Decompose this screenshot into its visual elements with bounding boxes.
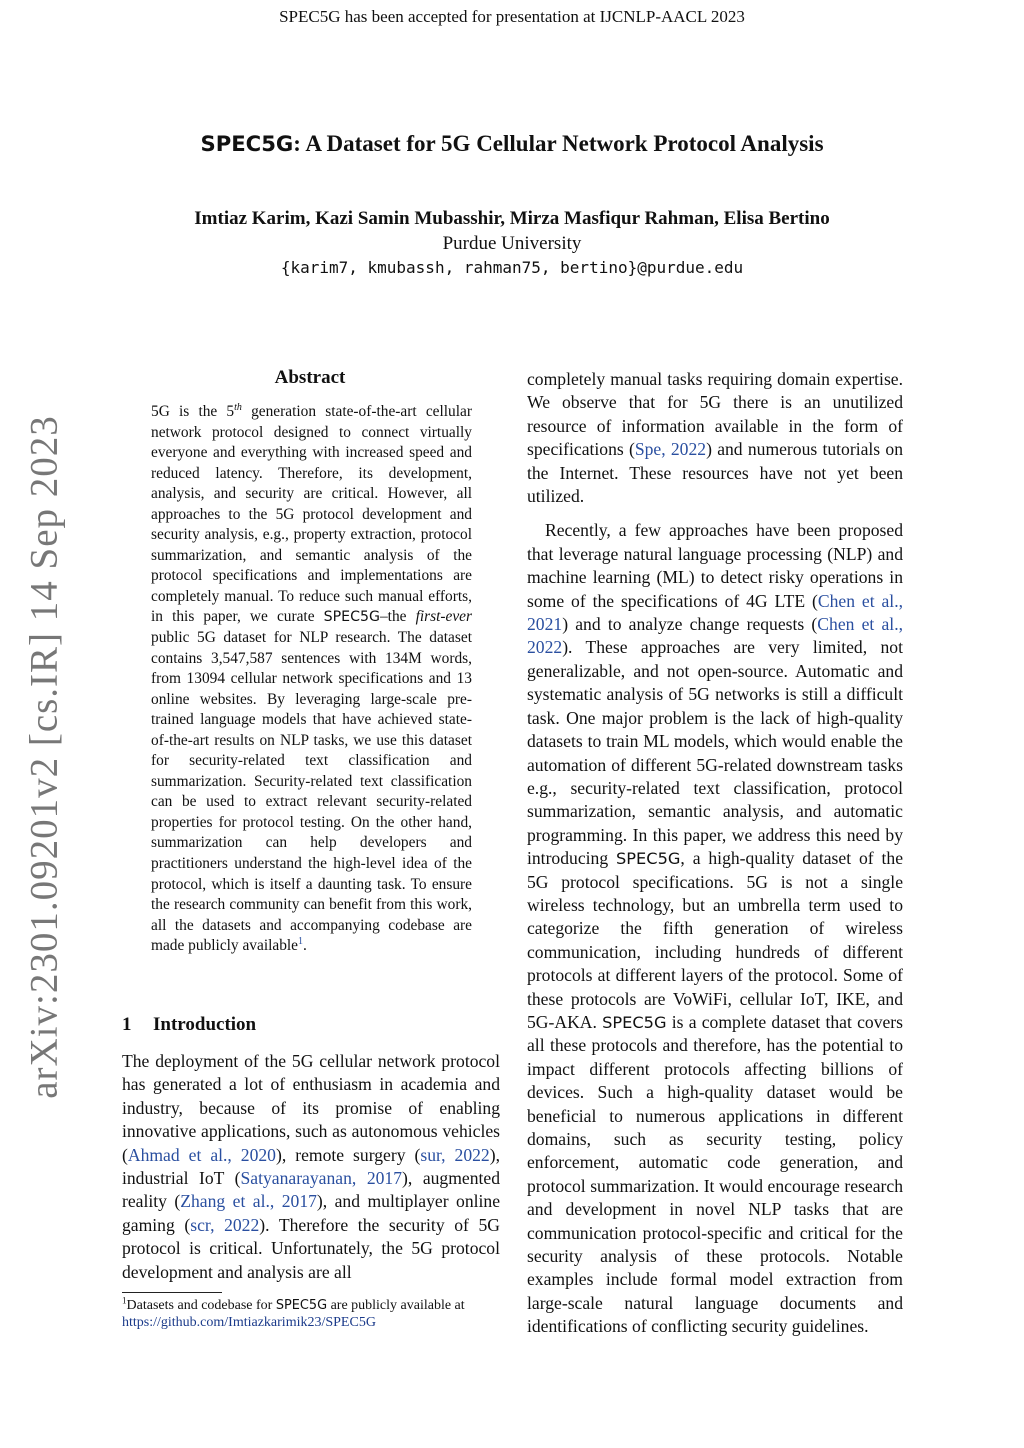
title-dataset-name: SPEC5G bbox=[200, 131, 294, 156]
intro-paragraph-1-cont bbox=[527, 368, 903, 508]
citation-link[interactable]: Ahmad et al., 2020 bbox=[127, 1144, 276, 1165]
author-list: Imtiaz Karim, Kazi Samin Mubasshir, Mirza Masfiqur Rahman, Elisa Bertino bbox=[194, 208, 830, 229]
abstract-text: –the bbox=[379, 608, 416, 626]
body-text: Recently, a few approaches have been proposed that leverage natural language processing (NLP) and machine learning (ML) to detect risky operations in some of the specifications of 4G LTE ( bbox=[527, 520, 903, 611]
footnote bbox=[122, 1297, 502, 1331]
abstract-body bbox=[151, 402, 472, 957]
citation-link[interactable]: Chen et al., 2022 bbox=[527, 614, 903, 658]
dataset-name: SPEC5G bbox=[602, 1012, 667, 1032]
arxiv-stamp: arXiv:2301.09201v2 [cs.IR] 14 Sep 2023 bbox=[22, 415, 66, 1099]
citation-link[interactable]: Satyanarayanan, 2017 bbox=[240, 1168, 403, 1189]
footnote-text: Datasets and codebase for bbox=[126, 1298, 276, 1313]
dataset-name: SPEC5G bbox=[616, 849, 681, 869]
abstract-text: 5G is the 5 bbox=[151, 403, 235, 420]
body-text: ) and numerous tutorials on the Internet. These resources have not yet been utilized. bbox=[527, 439, 903, 507]
body-text: ), industrial IoT ( bbox=[122, 1144, 500, 1189]
body-text: The deployment of the 5G cellular network protocol has generated a lot of enthusiasm in academia and industry, because of its promise of enabling innovative applications, such as autonomous vehicles ( bbox=[122, 1051, 500, 1165]
section-title: Introduction bbox=[153, 1014, 257, 1035]
footnote-text: are publicly available at bbox=[327, 1298, 465, 1313]
body-text: is a complete dataset that covers all these protocols and therefore, has the potential to impact different protocols affecting billions of devices. Such a high-quality dataset would be beneficial to numerous applications in different domains, such as security testing, policy enforcement, automatic code generation, and protocol summarization. It would encourage research and development in novel NLP tasks that are communication protocol-specific and critical for the security analysis of these protocols. Notable examples include formal model extraction from large-scale natural language documents and identifications of conflicting security guidelines. bbox=[527, 1011, 904, 1337]
citation-link[interactable]: Spe, 2022 bbox=[634, 439, 707, 460]
body-text: , a high-quality dataset of the 5G protocol specifications. 5G is not a single wireless technology, but an umbrella term used to categorize the fifth generation of wireless communication, including hundreds of different protocols at different layers of the protocol. Some of these protocols are VoWiFi, cellular IoT, IKE, and 5G-AKA. bbox=[527, 848, 904, 1032]
intro-paragraph-2 bbox=[527, 519, 903, 1338]
citation-link[interactable]: Zhang et al., 2017 bbox=[180, 1191, 317, 1212]
dataset-name: SPEC5G bbox=[323, 609, 380, 626]
footnote-mark: 1 bbox=[122, 1295, 127, 1306]
section-number: 1 bbox=[122, 1014, 132, 1035]
title-text: : A Dataset for 5G Cellular Network Protocol Analysis bbox=[293, 131, 824, 156]
affiliation: Purdue University bbox=[442, 233, 582, 254]
section-heading bbox=[122, 1014, 256, 1036]
paper-title bbox=[0, 131, 1024, 157]
repository-link[interactable]: https://github.com/Imtiazkarimik23/SPEC5G bbox=[122, 1315, 376, 1330]
citation-link[interactable]: Chen et al., 2021 bbox=[527, 590, 903, 635]
citation-link[interactable]: sur, 2022 bbox=[420, 1144, 490, 1165]
footnote-ref[interactable]: 1 bbox=[298, 936, 304, 948]
body-text: completely manual tasks requiring domain expertise. We observe that for 5G there is an unutilized resource of information available in the form of specifications ( bbox=[527, 369, 903, 460]
right-column bbox=[527, 368, 903, 1339]
abstract-text: . bbox=[303, 937, 307, 955]
body-text: ), remote surgery ( bbox=[275, 1144, 421, 1165]
body-text: ). These approaches are very limited, not generalizable, and not open-source. Automatic and systematic analysis of 5G networks is still a difficult task. One major problem is the lack of high-quality datasets to train ML models, which would enable the automation of different 5G-related downstream tasks e.g., security-related text classification, protocol summarization, semantic analysis, and automatic programming. In this paper, we address this need by introducing bbox=[527, 637, 903, 869]
body-text: ), augmented reality ( bbox=[122, 1168, 501, 1212]
acceptance-note: SPEC5G has been accepted for presentation at IJCNLP-AACL 2023 bbox=[279, 7, 745, 26]
body-text: ) and to analyze change requests ( bbox=[562, 614, 818, 635]
abstract-text: generation state-of-the-art cellular network protocol designed to connect virtually everyone and everything with increased speed and reduced latency. Therefore, its development, analysis, and security are critical. However, all approaches to the 5G protocol development and security analysis, e.g., property extraction, protocol summarization, and semantic analysis of the protocol specifications and implementations are completely manual. To reduce such manual efforts, in this paper, we curate bbox=[151, 403, 472, 626]
emphasis: first-ever bbox=[415, 608, 472, 626]
author-emails: {karim7, kmubassh, rahman75, bertino}@purdue.edu bbox=[280, 258, 744, 277]
intro-paragraph-1 bbox=[122, 1050, 500, 1284]
dataset-name: SPEC5G bbox=[275, 1298, 328, 1313]
abstract-text: public 5G dataset for NLP research. The dataset contains 3,547,587 sentences with 134M words, from 13094 cellular network specifications and 13 online websites. By leveraging large-scale pre-trained language models that have achieved state-of-the-art results on NLP tasks, we use this dataset for security-related text classification and summarization. Security-related text classification can be used to extract relevant security-related properties for protocol testing. On the other hand, summarization can help developers and practitioners understand the high-level idea of the protocol, which is itself a daunting task. To ensure the research community can benefit from this work, all the datasets and accompanying codebase are made publicly available bbox=[151, 629, 472, 955]
body-text: ), and multiplayer online gaming ( bbox=[122, 1191, 500, 1235]
abstract-heading: Abstract bbox=[274, 367, 346, 388]
body-text: ). Therefore the security of 5G protocol is critical. Unfortunately, the 5G protocol development and analysis are all bbox=[122, 1214, 501, 1282]
citation-link[interactable]: scr, 2022 bbox=[190, 1214, 260, 1235]
footnote-divider bbox=[122, 1292, 222, 1293]
superscript: th bbox=[234, 401, 242, 413]
